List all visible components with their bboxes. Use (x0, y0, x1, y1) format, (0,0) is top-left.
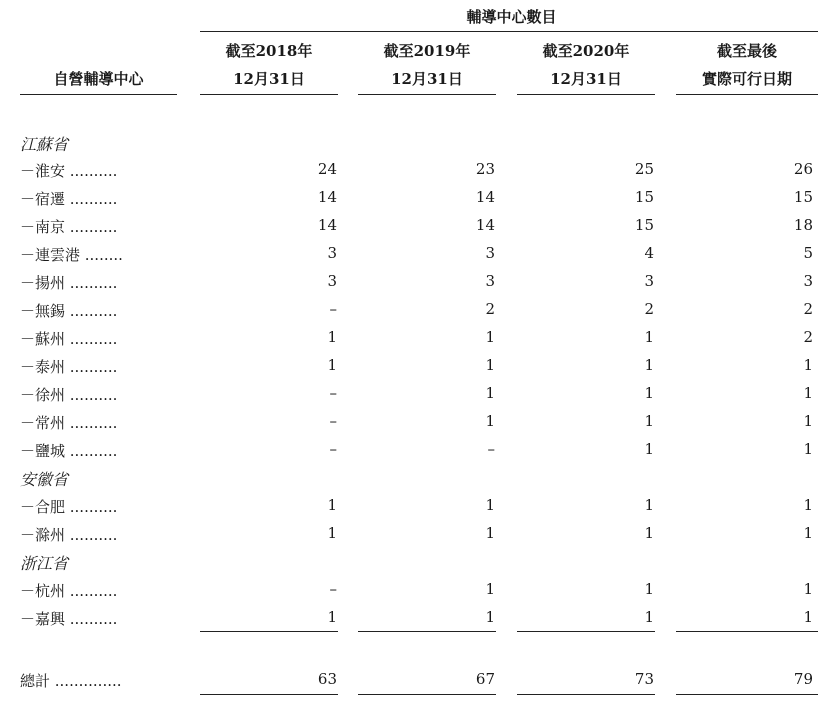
value-2020: 1 (644, 384, 654, 402)
value-2019: 3 (485, 244, 495, 262)
value-latest: 3 (803, 272, 813, 290)
value-latest: 1 (803, 356, 813, 374)
total-rule-latest (676, 694, 818, 695)
header-rule-2020 (517, 94, 655, 95)
value-latest: 18 (793, 216, 813, 234)
value-latest: 1 (803, 412, 813, 430)
col-header-2018-line2: 12月31日 (233, 70, 305, 88)
header-rule-2018 (200, 94, 338, 95)
col-header-2019-line2: 12月31日 (391, 70, 463, 88)
value-2018: 3 (327, 244, 337, 262)
value-2020: 15 (634, 188, 654, 206)
value-2018: – (329, 580, 337, 598)
city-label: －揚州 .......... (20, 274, 118, 292)
value-latest: 1 (803, 384, 813, 402)
city-label: －徐州 .......... (20, 386, 118, 404)
city-label: －常州 .......... (20, 414, 118, 432)
city-label: －合肥 .......... (20, 498, 118, 516)
value-2020: 15 (634, 216, 654, 234)
value-latest: 1 (803, 496, 813, 514)
value-2020: 1 (644, 496, 654, 514)
value-latest: 2 (803, 328, 813, 346)
value-latest: 1 (803, 440, 813, 458)
subtotal-rule-latest (676, 631, 818, 632)
city-label: －宿遷 .......... (20, 190, 118, 208)
value-2018: 3 (327, 272, 337, 290)
value-2019: 1 (485, 356, 495, 374)
value-2020: 1 (644, 580, 654, 598)
city-label: －連雲港 ........ (20, 246, 123, 264)
col-header-2018-line1: 截至2018年 (225, 42, 313, 60)
value-2018: 1 (327, 356, 337, 374)
value-2019: 1 (485, 580, 495, 598)
value-2018: 1 (327, 608, 337, 626)
value-2020: 1 (644, 440, 654, 458)
value-2019: 1 (485, 384, 495, 402)
value-2019: 14 (475, 216, 495, 234)
value-2019: 2 (485, 300, 495, 318)
city-label: －杭州 .......... (20, 582, 118, 600)
city-label: －泰州 .......... (20, 358, 118, 376)
total-rule-2018 (200, 694, 338, 695)
total-2020: 73 (634, 670, 654, 688)
city-label: －蘇州 .......... (20, 330, 118, 348)
value-2018: 14 (317, 188, 337, 206)
value-latest: 2 (803, 300, 813, 318)
total-latest: 79 (793, 670, 813, 688)
city-label: －淮安 .......... (20, 162, 118, 180)
value-2019: 23 (475, 160, 495, 178)
subtotal-rule-2019 (358, 631, 496, 632)
value-2018: 1 (327, 496, 337, 514)
value-2018: 1 (327, 328, 337, 346)
header-rule-2019 (358, 94, 496, 95)
province-label: 江蘇省 (20, 135, 69, 154)
value-2019: 1 (485, 524, 495, 542)
total-2019: 67 (475, 670, 495, 688)
value-latest: 15 (793, 188, 813, 206)
value-2020: 25 (634, 160, 654, 178)
col-header-2020-line1: 截至2020年 (542, 42, 630, 60)
city-label: －嘉興 .......... (20, 610, 118, 628)
value-2018: 1 (327, 524, 337, 542)
value-2020: 2 (644, 300, 654, 318)
total-2018: 63 (317, 670, 337, 688)
col-header-2020-line2: 12月31日 (550, 70, 622, 88)
value-2018: – (329, 412, 337, 430)
city-label: －無錫 .......... (20, 302, 118, 320)
header-rule-latest (676, 94, 818, 95)
value-2018: 24 (317, 160, 337, 178)
city-label: －鹽城 .......... (20, 442, 118, 460)
value-2020: 4 (644, 244, 654, 262)
group-title: 輔導中心數目 (466, 8, 557, 26)
value-2020: 1 (644, 356, 654, 374)
city-label: －南京 .......... (20, 218, 118, 236)
total-rule-2019 (358, 694, 496, 695)
value-2019: 1 (485, 328, 495, 346)
value-2019: 1 (485, 412, 495, 430)
province-label: 浙江省 (20, 554, 69, 573)
value-2020: 1 (644, 524, 654, 542)
value-latest: 1 (803, 608, 813, 626)
col-header-latest-line2: 實際可行日期 (701, 70, 792, 88)
city-label: －滁州 .......... (20, 526, 118, 544)
total-rule-2020 (517, 694, 655, 695)
value-2019: – (487, 440, 495, 458)
row-header: 自營輔導中心 (53, 70, 144, 88)
value-2020: 3 (644, 272, 654, 290)
col-header-2019-line1: 截至2019年 (383, 42, 471, 60)
value-latest: 1 (803, 524, 813, 542)
value-2018: – (329, 384, 337, 402)
value-2019: 1 (485, 496, 495, 514)
col-header-latest-line1: 截至最後 (716, 42, 777, 60)
value-latest: 1 (803, 580, 813, 598)
value-2020: 1 (644, 412, 654, 430)
value-2019: 3 (485, 272, 495, 290)
value-latest: 26 (793, 160, 813, 178)
subtotal-rule-2020 (517, 631, 655, 632)
value-latest: 5 (803, 244, 813, 262)
value-2019: 14 (475, 188, 495, 206)
province-label: 安徽省 (20, 470, 69, 489)
value-2020: 1 (644, 608, 654, 626)
value-2019: 1 (485, 608, 495, 626)
value-2020: 1 (644, 328, 654, 346)
value-2018: 14 (317, 216, 337, 234)
header-rule-rowhead (20, 94, 177, 95)
subtotal-rule-2018 (200, 631, 338, 632)
group-title-rule (200, 31, 818, 32)
value-2018: – (329, 300, 337, 318)
value-2018: – (329, 440, 337, 458)
total-label: 總計 .............. (20, 672, 122, 690)
